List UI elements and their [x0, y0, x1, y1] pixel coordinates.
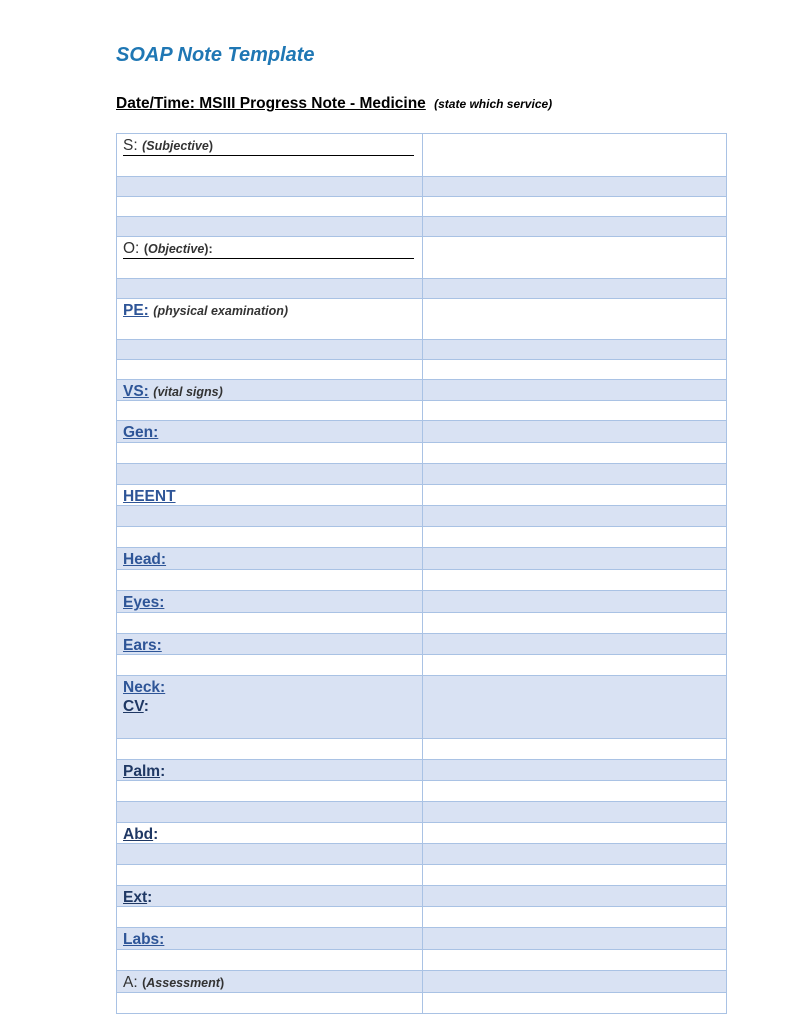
heent-label-cell [117, 485, 423, 506]
palm-entry-cell[interactable] [423, 760, 727, 781]
table-row [117, 676, 727, 739]
blank-cell[interactable] [117, 993, 423, 1014]
table-row [117, 380, 727, 401]
blank-cell[interactable] [117, 360, 423, 380]
table-row [117, 485, 727, 506]
ears-label-cell [117, 634, 423, 655]
table-row [117, 443, 727, 464]
vs-label-cell [117, 380, 423, 401]
subjective-entry-cell[interactable] [423, 134, 727, 177]
progress-note-heading [116, 95, 552, 113]
cv-label: CV [123, 698, 144, 715]
table-row [117, 506, 727, 527]
table-row [117, 177, 727, 197]
gen-label: Gen: [123, 424, 159, 441]
subjective-note: Subjective [146, 139, 209, 153]
objective-note: Objective [148, 242, 205, 256]
blank-cell[interactable] [423, 177, 727, 197]
abd-label: Abd [123, 826, 154, 843]
soap-form-table [116, 133, 727, 1014]
gen-label-cell [117, 421, 423, 443]
blank-cell[interactable] [423, 802, 727, 823]
table-row [117, 928, 727, 950]
table-row [117, 739, 727, 760]
pe-label: PE: [123, 302, 149, 319]
blank-cell[interactable] [117, 844, 423, 865]
blank-cell[interactable] [423, 443, 727, 464]
blank-cell[interactable] [117, 506, 423, 527]
table-row [117, 823, 727, 844]
blank-cell[interactable] [117, 217, 423, 237]
blank-cell[interactable] [423, 197, 727, 217]
heent-label: HEENT [123, 488, 176, 505]
table-row [117, 527, 727, 548]
abd-label-cell: Abd: [117, 823, 423, 844]
blank-cell[interactable] [423, 464, 727, 485]
blank-cell[interactable] [423, 950, 727, 971]
table-row [117, 634, 727, 655]
eyes-label-cell [117, 591, 423, 613]
table-row [117, 907, 727, 928]
blank-cell[interactable] [117, 464, 423, 485]
head-label-cell [117, 548, 423, 570]
table-row [117, 886, 727, 907]
blank-cell[interactable] [117, 781, 423, 802]
vs-entry-cell[interactable] [423, 380, 727, 401]
objective-letter: O: [123, 240, 140, 257]
labs-entry-cell[interactable] [423, 928, 727, 950]
table-row [117, 865, 727, 886]
blank-cell[interactable] [423, 217, 727, 237]
blank-cell[interactable] [117, 865, 423, 886]
table-row [117, 802, 727, 823]
head-label: Head: [123, 551, 167, 568]
blank-cell[interactable] [117, 443, 423, 464]
table-row [117, 950, 727, 971]
heading-text: Date/Time: MSIII Progress Note - Medicine [116, 95, 426, 112]
table-row [117, 844, 727, 865]
table-row [117, 279, 727, 299]
blank-cell[interactable] [117, 177, 423, 197]
table-row [117, 760, 727, 781]
assessment-entry-cell[interactable] [423, 971, 727, 993]
ears-label: Ears: [123, 637, 162, 654]
palm-label: Palm [123, 763, 161, 780]
blank-cell[interactable] [423, 401, 727, 421]
table-row [117, 993, 727, 1014]
table-row [117, 613, 727, 634]
blank-cell[interactable] [117, 340, 423, 360]
blank-cell[interactable] [423, 570, 727, 591]
assessment-label-cell: A: (Assessment) [117, 971, 423, 993]
table-row [117, 340, 727, 360]
blank-cell[interactable] [423, 739, 727, 760]
blank-cell[interactable] [117, 907, 423, 928]
ext-label-cell: Ext: [117, 886, 423, 907]
blank-cell[interactable] [423, 279, 727, 299]
heent-entry-cell[interactable] [423, 485, 727, 506]
blank-cell[interactable] [117, 197, 423, 217]
table-row [117, 401, 727, 421]
blank-cell[interactable] [423, 781, 727, 802]
table-row [117, 421, 727, 443]
blank-cell[interactable] [423, 844, 727, 865]
blank-cell[interactable] [423, 340, 727, 360]
blank-cell[interactable] [117, 279, 423, 299]
blank-cell[interactable] [117, 401, 423, 421]
table-row [117, 570, 727, 591]
table-row [117, 464, 727, 485]
pe-note: (physical examination) [153, 304, 289, 318]
ears-entry-cell[interactable] [423, 634, 727, 655]
blank-cell[interactable] [423, 360, 727, 380]
ext-label: Ext [123, 889, 148, 906]
pe-label-cell [117, 299, 423, 340]
blank-cell[interactable] [117, 570, 423, 591]
blank-cell[interactable] [117, 655, 423, 676]
blank-cell[interactable] [423, 993, 727, 1014]
neck-cv-label-cell: Neck: CV: [117, 676, 423, 739]
eyes-label: Eyes: [123, 594, 165, 611]
labs-label: Labs: [123, 931, 165, 948]
abd-entry-cell[interactable] [423, 823, 727, 844]
vs-label: VS: [123, 383, 149, 400]
subjective-letter: S: [123, 137, 138, 154]
table-row [117, 360, 727, 380]
neck-cv-entry-cell[interactable] [423, 676, 727, 739]
blank-cell[interactable] [117, 802, 423, 823]
table-row [117, 217, 727, 237]
gen-entry-cell[interactable] [423, 421, 727, 443]
eyes-entry-cell[interactable] [423, 591, 727, 613]
pe-entry-cell[interactable] [423, 299, 727, 340]
blank-cell[interactable] [423, 907, 727, 928]
table-row [117, 548, 727, 570]
head-entry-cell[interactable] [423, 548, 727, 570]
assessment-note: Assessment [146, 976, 220, 990]
table-row [117, 237, 727, 279]
vs-note: (vital signs) [153, 385, 223, 399]
table-row [117, 197, 727, 217]
table-row [117, 655, 727, 676]
table-row [117, 299, 727, 340]
table-row [117, 134, 727, 177]
blank-cell[interactable] [117, 527, 423, 548]
blank-cell[interactable] [117, 950, 423, 971]
subjective-label-cell: S: (Subjective) [117, 134, 423, 177]
objective-entry-cell[interactable] [423, 237, 727, 279]
blank-cell[interactable] [423, 527, 727, 548]
objective-label-cell: O: (Objective): [117, 237, 423, 279]
table-row [117, 591, 727, 613]
blank-cell[interactable] [117, 613, 423, 634]
blank-cell[interactable] [423, 613, 727, 634]
blank-cell[interactable] [423, 865, 727, 886]
heading-service-note: (state which service) [434, 97, 553, 111]
table-row [117, 781, 727, 802]
blank-cell[interactable] [423, 506, 727, 527]
table-row [117, 971, 727, 993]
blank-cell[interactable] [117, 739, 423, 760]
neck-label: Neck: [123, 679, 166, 696]
ext-entry-cell[interactable] [423, 886, 727, 907]
document-title: SOAP Note Template [116, 44, 315, 66]
labs-label-cell [117, 928, 423, 950]
blank-cell[interactable] [423, 655, 727, 676]
palm-label-cell: Palm: [117, 760, 423, 781]
assessment-letter: A: [123, 974, 138, 991]
